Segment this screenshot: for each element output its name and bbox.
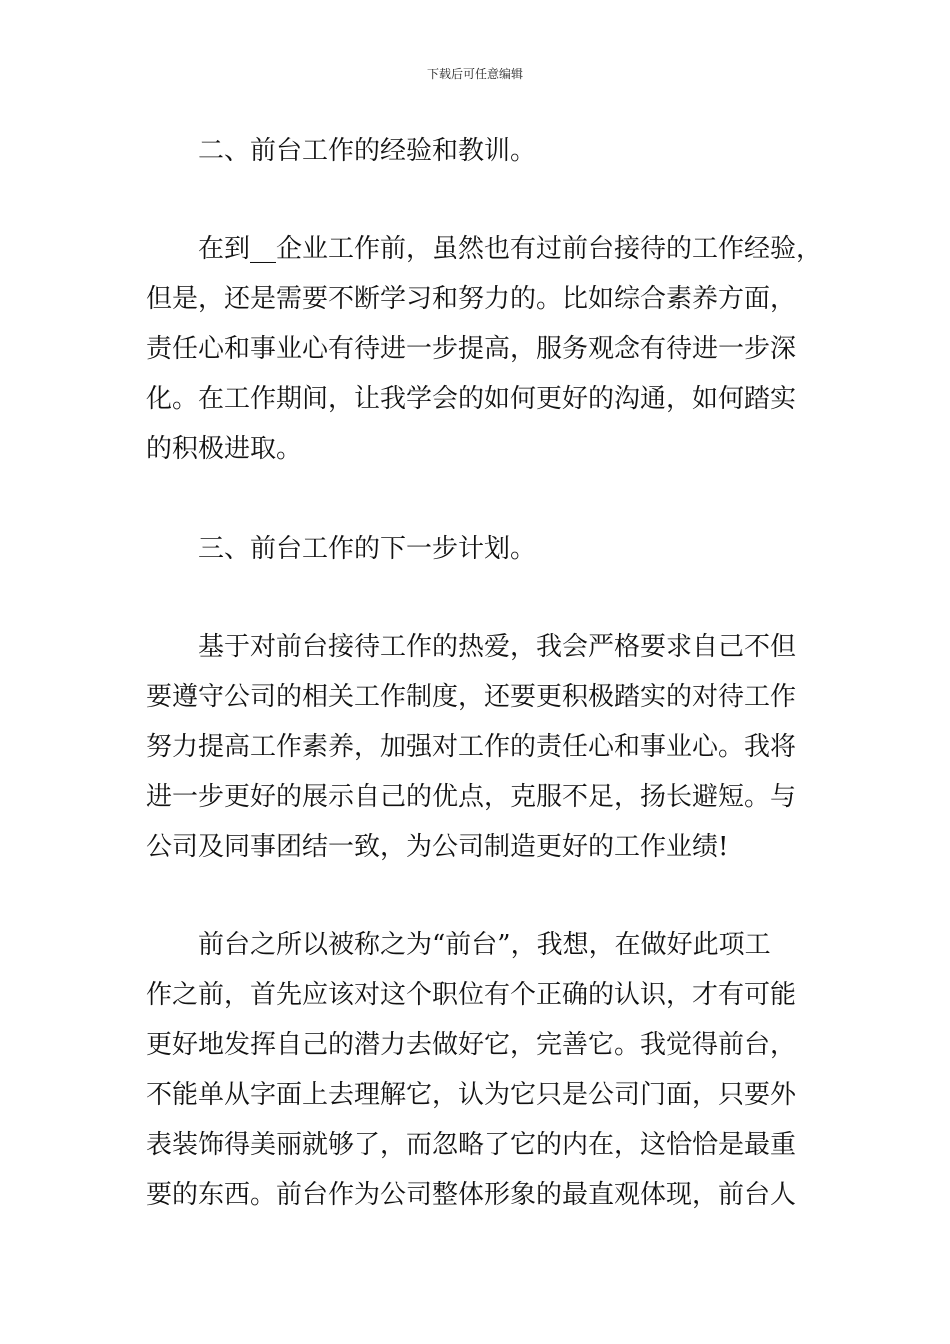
paragraph-line: 在到__企业工作前，虽然也有过前台接待的工作经验， [198, 234, 823, 264]
heading-text: 二、前台工作的经验和教训。 [198, 136, 537, 166]
paragraph-line: 作之前，首先应该对这个职位有个正确的认识，才有可能 [146, 980, 797, 1010]
paragraph-line: 更好地发挥自己的潜力去做好它，完善它。我觉得前台， [146, 1030, 797, 1060]
paragraph-line: 的积极进取。 [146, 434, 303, 464]
paragraph-line: 表装饰得美丽就够了，而忽略了它的内在，这恰恰是最重 [146, 1130, 797, 1160]
paragraph-line: 基于对前台接待工作的热爱，我会严格要求自己不但 [198, 632, 797, 662]
paragraph-plan [146, 622, 826, 872]
section-heading-three [146, 524, 826, 574]
paragraph-line: 努力提高工作素养，加强对工作的责任心和事业心。我将 [146, 732, 797, 762]
paragraph-experience [146, 224, 826, 474]
paragraph-line: 要的东西。前台作为公司整体形象的最直观体现，前台人 [146, 1180, 797, 1210]
paragraph-line: 公司及同事团结一致，为公司制造更好的工作业绩! [146, 832, 729, 862]
paragraph-line: 进一步更好的展示自己的优点，克服不足，扬长避短。与 [146, 782, 797, 812]
paragraph-line: 化。在工作期间，让我学会的如何更好的沟通，如何踏实 [146, 384, 797, 414]
section-heading-two [146, 126, 826, 176]
paragraph-line: 但是，还是需要不断学习和努力的。比如综合素养方面， [146, 284, 797, 314]
paragraph-line: 责任心和事业心有待进一步提高，服务观念有待进一步深 [146, 334, 797, 364]
paragraph-front-desk-role [146, 920, 826, 1220]
paragraph-line: 前台之所以被称之为“前台”，我想，在做好此项工 [198, 930, 771, 960]
paragraph-line: 不能单从字面上去理解它，认为它只是公司门面，只要外 [146, 1080, 797, 1110]
page-header-note: 下载后可任意编辑 [426, 67, 523, 81]
paragraph-line: 要遵守公司的相关工作制度，还要更积极踏实的对待工作 [146, 682, 797, 712]
heading-text: 三、前台工作的下一步计划。 [198, 534, 537, 564]
